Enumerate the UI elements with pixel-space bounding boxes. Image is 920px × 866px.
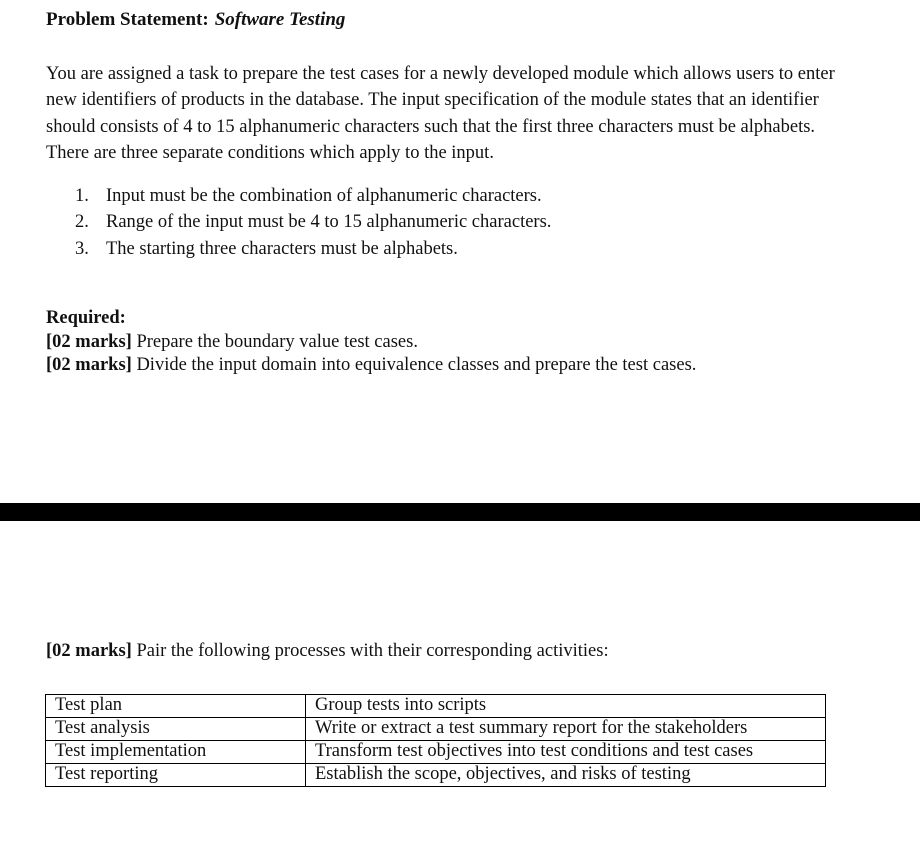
required-item-text: Prepare the boundary value test cases.: [136, 331, 418, 352]
marks-label: [02 marks]: [46, 331, 132, 352]
condition-item: [75, 183, 551, 209]
table-row: [46, 741, 826, 764]
pairing-text: Pair the following processes with their corresponding activities:: [136, 641, 609, 661]
condition-text: Range of the input must be 4 to 15 alphanumeric characters.: [106, 212, 552, 233]
condition-item: [75, 236, 551, 262]
problem-label: Problem Statement:: [46, 9, 209, 30]
table-row: [46, 764, 826, 787]
condition-text: The starting three characters must be alphabets.: [106, 238, 458, 259]
activity-cell: Establish the scope, objectives, and risks of testing: [306, 764, 826, 787]
marks-label: [02 marks]: [46, 641, 132, 661]
process-cell: Test analysis: [46, 718, 306, 741]
required-section: [46, 307, 696, 378]
pairing-prompt: [46, 641, 609, 662]
process-cell: Test plan: [46, 695, 306, 718]
condition-number: 1.: [75, 186, 89, 206]
required-item: [46, 331, 696, 355]
condition-number: 2.: [75, 212, 89, 233]
required-item-text: Divide the input domain into equivalence classes and prepare the test cases.: [136, 355, 697, 375]
intro-paragraph: You are assigned a task to prepare the test cases for a newly developed module which allows users to enter new identifiers of products in the database. The input specification of the module states that an identifier should consists of 4 to 15 alphanumeric characters such that the first three characters must be alphabets. There are three separate conditions which apply to the input.: [46, 64, 835, 163]
page-divider: [0, 503, 920, 521]
condition-item: [75, 209, 551, 235]
condition-number: 3.: [75, 238, 89, 259]
conditions-list: [75, 183, 551, 262]
table-row: [46, 718, 826, 741]
problem-subject: Software Testing: [214, 9, 346, 30]
required-item: [46, 354, 696, 378]
required-heading: Required:: [46, 308, 126, 328]
marks-label: [02 marks]: [46, 355, 132, 375]
table-row: [46, 695, 826, 718]
matching-table: [45, 694, 826, 787]
problem-title: [46, 9, 345, 31]
process-cell: Test implementation: [46, 741, 306, 764]
activity-cell: Transform test objectives into test conditions and test cases: [306, 741, 826, 764]
process-cell: Test reporting: [46, 764, 306, 787]
activity-cell: Group tests into scripts: [306, 695, 826, 718]
activity-cell: Write or extract a test summary report for the stakeholders: [306, 718, 826, 741]
condition-text: Input must be the combination of alphanumeric characters.: [106, 186, 542, 206]
